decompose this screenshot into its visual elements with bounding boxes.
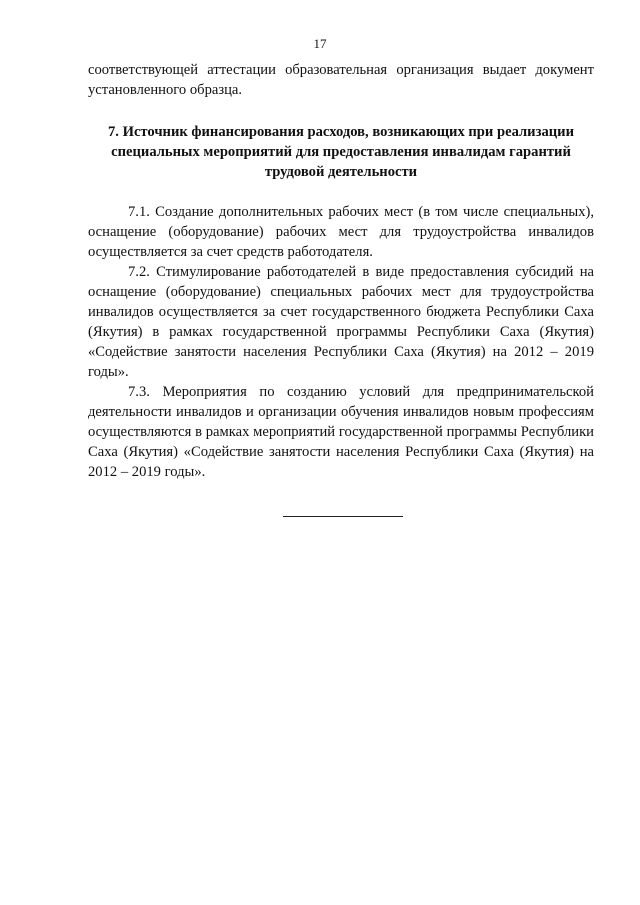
paragraph-7-2: 7.2. Стимулирование работодателей в виде предоставления субсидий на оснащение (оборудование) специальных рабочих мест для трудоустройства инвалидов осуществляется за счет государственного бюджета Республики Саха (Якутия) в рамках государственной программы Республики Саха (Якутия) «Содействие занятости населения Республики Саха (Якутия) на 2012 – 2019 годы». [88,264,594,380]
section-heading: 7. Источник финансирования расходов, возникающих при реализации специальных мероприятий для предоставления инвалидам гарантий трудовой деятельности [108,124,574,180]
paragraph-7-3: 7.3. Мероприятия по созданию условий для предпринимательской деятельности инвалидов и организации обучения инвалидов новым профессиям осуществляются в рамках мероприятий государственной программы Республики Саха (Якутия) «Содействие занятости населения Республики Саха (Якутия) на 2012 – 2019 годы». [88,384,594,480]
end-of-document-rule [283,516,403,517]
page-number: 17 [313,36,327,51]
document-body [88,60,594,482]
intro-paragraph: соответствующей аттестации образовательная организация выдает документ установленного образца. [88,62,594,98]
paragraph-7-1: 7.1. Создание дополнительных рабочих мест (в том числе специальных), оснащение (оборудование) рабочих мест для трудоустройства инвалидов осуществляется за счет средств работодателя. [88,204,594,260]
